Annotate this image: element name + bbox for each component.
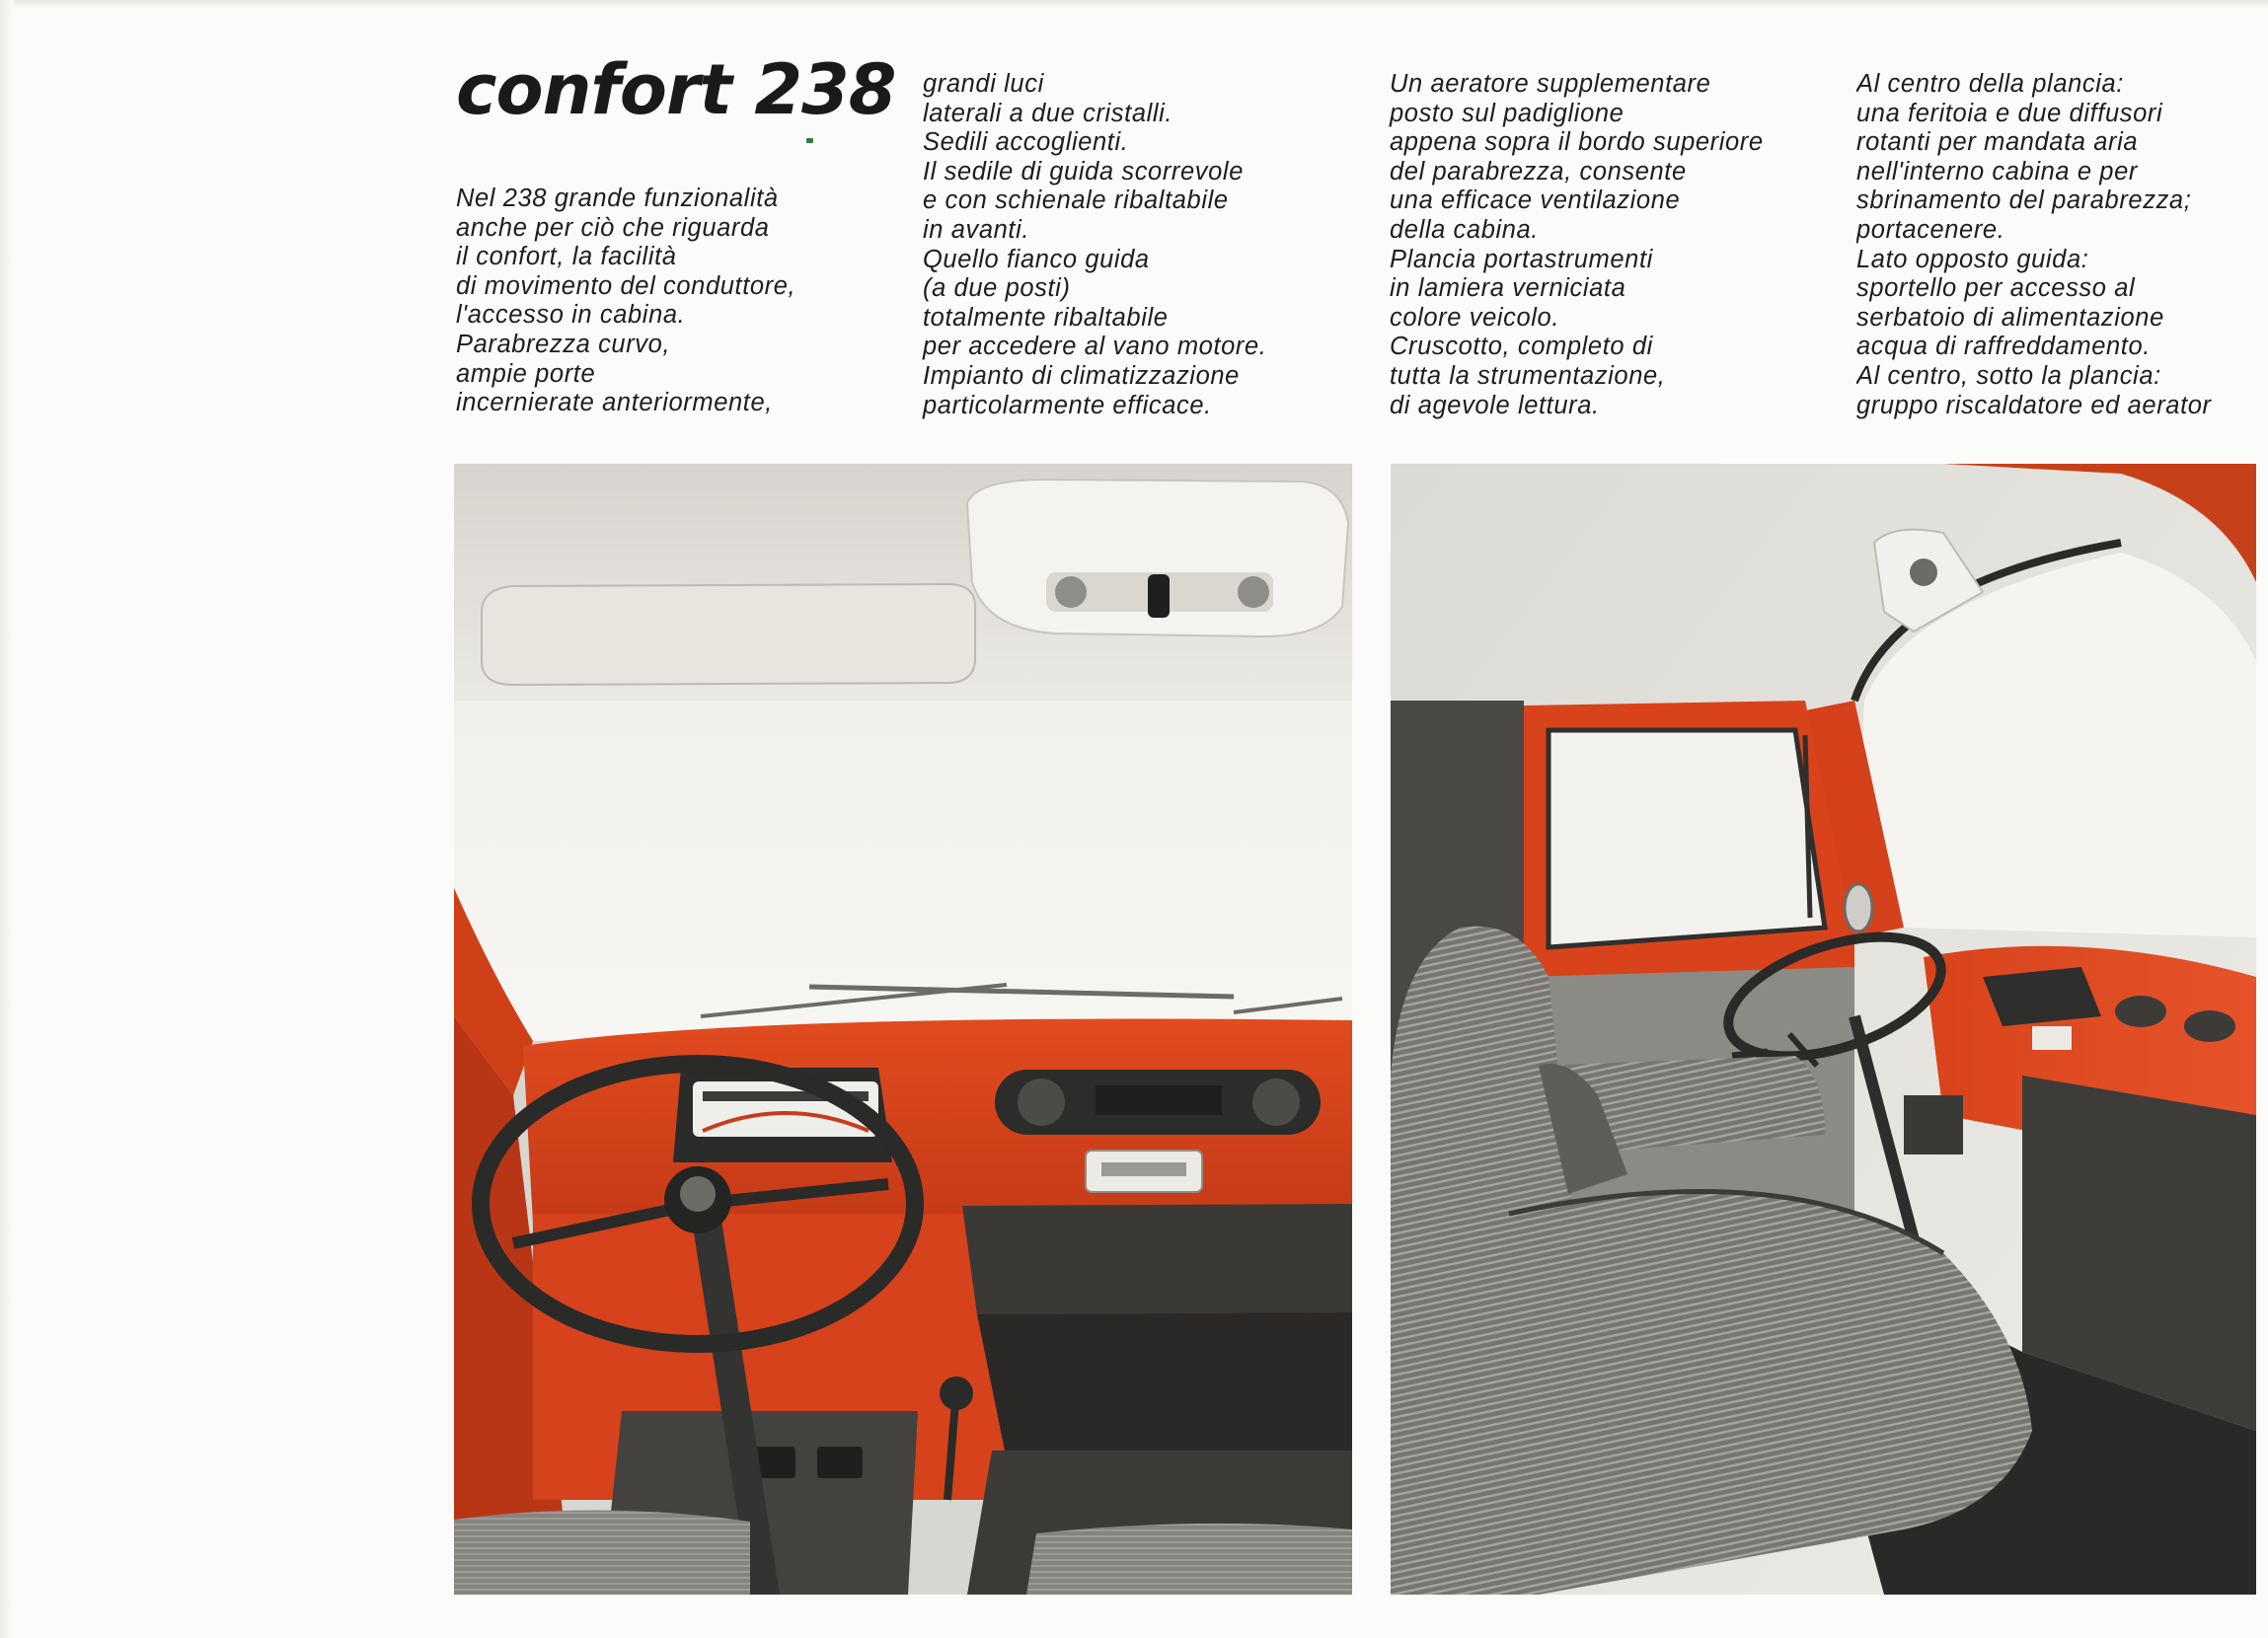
dashboard-photo — [454, 464, 1352, 1595]
text-line: di movimento del conduttore, — [456, 271, 796, 300]
text-line: totalmente ribaltabile — [923, 303, 1169, 332]
text-line: una efficace ventilazione — [1390, 186, 1681, 215]
dashboard-illustration — [454, 464, 1352, 1595]
text-line: Impianto di climatizzazione — [923, 361, 1240, 390]
text-line: della cabina. — [1390, 215, 1539, 244]
text-line: portacenere. — [1856, 215, 2005, 244]
cabin-illustration — [1391, 464, 2256, 1595]
text-line: laterali a due cristalli. — [923, 99, 1173, 127]
text-line: Plancia portastrumenti — [1390, 245, 1653, 273]
text-line: Cruscotto, completo di — [1390, 333, 1653, 361]
text-line: Parabrezza curvo, — [456, 330, 671, 358]
text-line: Un aeratore supplementare — [1390, 70, 1711, 98]
text-line: Lato opposto guida: — [1856, 245, 2089, 273]
page-top-edge — [0, 0, 2268, 9]
text-line: tutta la strumentazione, — [1390, 361, 1666, 390]
text-line: Sedili accoglienti. — [923, 128, 1129, 157]
text-line: in avanti. — [923, 215, 1030, 244]
text-line: anche per ciò che riguarda — [456, 213, 770, 242]
text-line: Nel 238 grande funzionalità — [456, 185, 779, 212]
text-column-2 — [923, 70, 1267, 420]
text-line: sbrinamento del parabrezza; — [1856, 186, 2192, 215]
text-column-1 — [456, 185, 795, 418]
text-line: il confort, la facilità — [456, 243, 677, 271]
page-left-shadow — [0, 0, 14, 1638]
text-column-3 — [1390, 70, 1764, 420]
text-line: serbatoio di alimentazione — [1856, 303, 2164, 332]
text-line: Quello fianco guida — [923, 245, 1150, 273]
text-line: acqua di raffreddamento. — [1856, 333, 2151, 361]
text-line: colore veicolo. — [1390, 303, 1559, 332]
text-line: particolarmente efficace. — [923, 391, 1212, 419]
text-line: posto sul padiglione — [1390, 99, 1625, 127]
text-line: e con schienale ribaltabile — [923, 186, 1229, 215]
page-title: confort 238 — [456, 49, 896, 130]
text-line: rotanti per mandata aria — [1856, 128, 2139, 157]
text-line: sportello per accesso al — [1856, 274, 2136, 303]
text-line: per accedere al vano motore. — [923, 333, 1267, 361]
text-column-4 — [1856, 70, 2263, 420]
text-line: una feritoia e due diffusori — [1856, 99, 2163, 127]
text-line: nell'interno cabina e per — [1856, 157, 2138, 186]
text-line: del parabrezza, consente — [1390, 157, 1687, 186]
title-accent-dot — [806, 138, 813, 143]
text-line: (a due posti) — [923, 274, 1071, 303]
text-line: incernierate anteriormente, — [456, 389, 773, 417]
text-line: Al centro della plancia: — [1856, 70, 2124, 98]
text-line: grandi luci — [923, 70, 1044, 98]
text-line: Al centro, sotto la plancia: — [1856, 361, 2161, 390]
text-line: appena sopra il bordo superiore — [1390, 128, 1764, 157]
text-line: Il sedile di guida scorrevole — [923, 157, 1244, 186]
text-line: gruppo riscaldatore ed aerator — [1856, 391, 2212, 419]
text-line: di agevole lettura. — [1390, 391, 1600, 419]
text-line: l'accesso in cabina. — [456, 301, 686, 330]
cabin-photo — [1391, 464, 2256, 1595]
text-line: in lamiera verniciata — [1390, 274, 1626, 303]
text-line: ampie porte — [456, 359, 596, 388]
